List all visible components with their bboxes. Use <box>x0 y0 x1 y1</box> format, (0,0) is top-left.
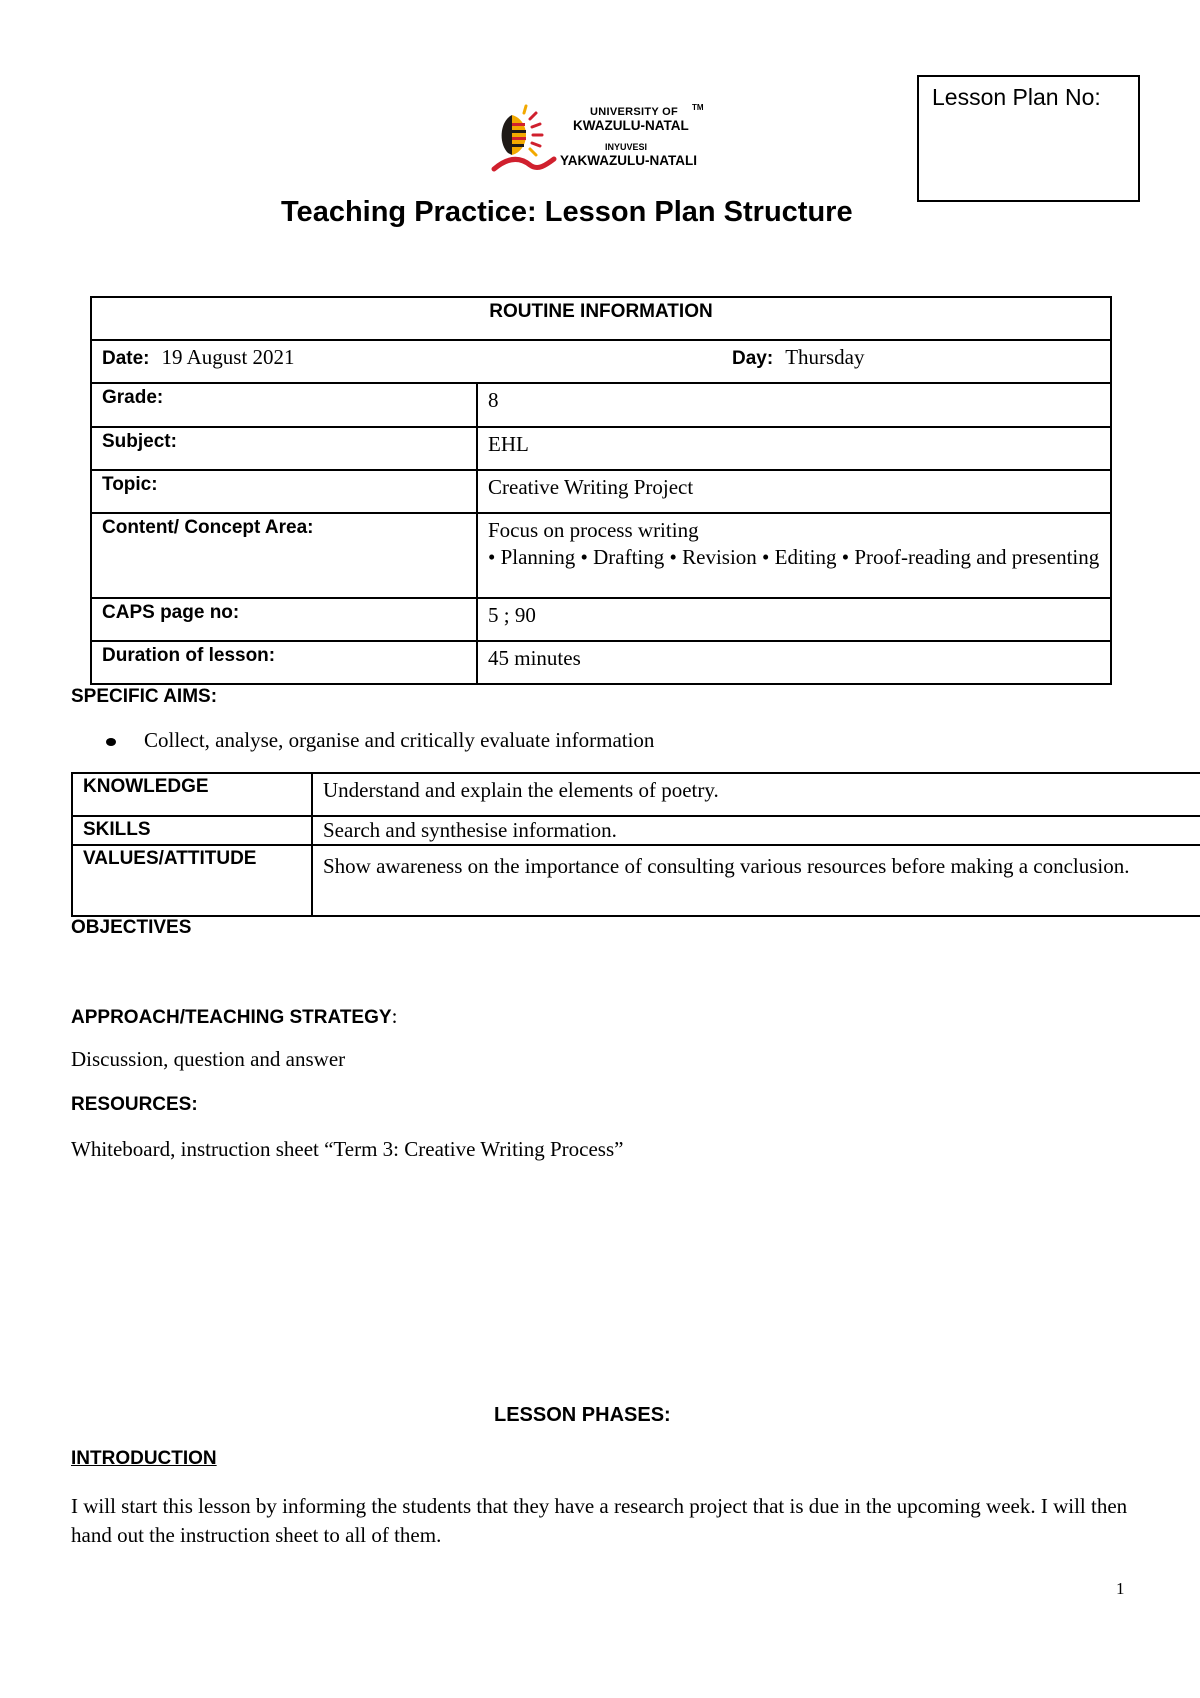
duration-value: 45 minutes <box>477 641 1111 684</box>
table-row <box>72 773 1200 816</box>
logo-text-yakwazulu-natali: YAKWAZULU-NATALI <box>560 153 697 168</box>
logo-trademark: TM <box>692 103 704 112</box>
approach-colon: : <box>391 1004 398 1028</box>
day-label: Day: <box>732 348 774 369</box>
date-label: Date: <box>102 348 150 369</box>
knowledge-value: Understand and explain the elements of poetry. <box>312 773 1200 816</box>
table-row <box>72 816 1200 845</box>
day-group <box>732 344 865 371</box>
content-value <box>477 513 1111 598</box>
content-value-line1: Focus on process writing <box>488 518 699 542</box>
knowledge-skills-values-table <box>71 772 1200 917</box>
duration-label: Duration of lesson: <box>91 641 477 684</box>
introduction-text: I will start this lesson by informing the students that they have a research project that is due in the upcoming week. I will then hand out the instruction sheet to all of them. <box>71 1494 1128 1547</box>
page-title: Teaching Practice: Lesson Plan Structure <box>281 196 853 228</box>
caps-label: CAPS page no: <box>91 598 477 641</box>
subject-value: EHL <box>477 427 1111 470</box>
aim-item: Collect, analyse, organise and critically evaluate information <box>144 728 655 752</box>
day-value: Thursday <box>785 345 865 369</box>
table-row <box>91 641 1111 684</box>
date-value: 19 August 2021 <box>161 345 295 369</box>
lesson-phases-heading: LESSON PHASES: <box>494 1404 671 1426</box>
subject-label: Subject: <box>91 427 477 470</box>
resources-heading: RESOURCES: <box>71 1094 198 1115</box>
logo-text-university-of: UNIVERSITY OF <box>590 106 679 118</box>
approach-label: APPROACH/TEACHING STRATEGY <box>71 1007 392 1028</box>
table-row <box>91 383 1111 427</box>
grade-label: Grade: <box>91 383 477 427</box>
page-number: 1 <box>1116 1579 1125 1598</box>
routine-heading: ROUTINE INFORMATION <box>91 297 1111 340</box>
skills-value: Search and synthesise information. <box>312 816 1200 845</box>
table-row <box>72 845 1200 916</box>
table-row <box>91 598 1111 641</box>
skills-label: SKILLS <box>72 816 312 845</box>
specific-aims-heading: SPECIFIC AIMS: <box>71 686 218 707</box>
logo-text-kwazulu-natal: KWAZULU-NATAL <box>573 118 689 133</box>
table-row <box>91 470 1111 513</box>
values-label: VALUES/ATTITUDE <box>72 845 312 916</box>
resources-text: Whiteboard, instruction sheet “Term 3: Creative Writing Process” <box>71 1137 624 1161</box>
objectives-heading: OBJECTIVES <box>71 917 192 938</box>
caps-value: 5 ; 90 <box>477 598 1111 641</box>
introduction-heading: INTRODUCTION <box>71 1448 217 1469</box>
knowledge-label: KNOWLEDGE <box>72 773 312 816</box>
topic-value: Creative Writing Project <box>477 470 1111 513</box>
values-value: Show awareness on the importance of consulting various resources before making a conclusion. <box>312 845 1200 916</box>
approach-heading <box>71 1004 397 1029</box>
table-row <box>91 513 1111 598</box>
logo-text-inyuvesi: INYUVESI <box>605 142 648 152</box>
grade-value: 8 <box>477 383 1111 427</box>
routine-information-table <box>90 296 1112 685</box>
bullet-icon <box>106 738 116 746</box>
date-day-cell <box>91 340 1111 383</box>
approach-text: Discussion, question and answer <box>71 1047 346 1071</box>
content-label: Content/ Concept Area: <box>91 513 477 598</box>
topic-label: Topic: <box>91 470 477 513</box>
table-row <box>91 340 1111 383</box>
table-row <box>91 427 1111 470</box>
content-value-line2: • Planning • Drafting • Revision • Editing • Proof-reading and presenting <box>488 545 1100 569</box>
lesson-plan-no-label: Lesson Plan No: <box>932 84 1101 110</box>
